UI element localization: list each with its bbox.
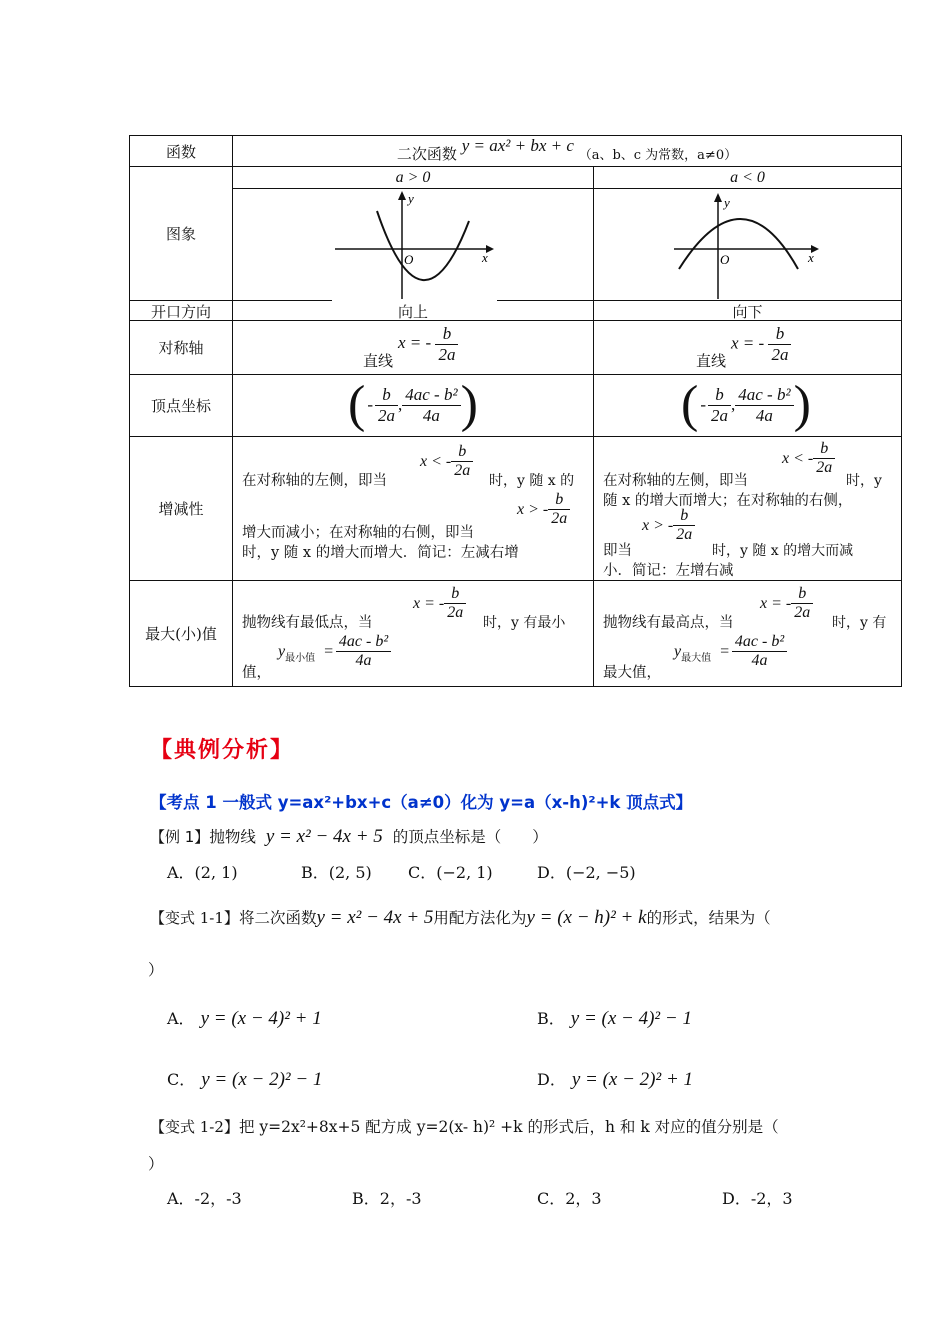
- left-paren: (: [681, 376, 699, 433]
- max-value-expr: [674, 633, 787, 670]
- var12-option-b[interactable]: [352, 1186, 422, 1209]
- parabola-up-graph: [332, 189, 497, 301]
- right-paren: ): [793, 376, 811, 433]
- var12-option-c-text: C．2，3: [537, 1189, 602, 1208]
- cell-label-graph: [130, 167, 233, 301]
- extreme-right-t3: 最大值，: [603, 665, 661, 681]
- lt-text: x < -: [420, 452, 452, 470]
- lt-expr: [420, 443, 473, 480]
- var11-tag: 【变式 1-1】: [150, 909, 239, 927]
- ex1-formula: y = x² − 4x + 5: [265, 826, 383, 847]
- ex1-option-b-text: B．(2, 5): [301, 863, 372, 882]
- min-vnum: 4ac - b²: [336, 633, 391, 652]
- right-paren: ): [460, 376, 478, 433]
- vertex-den2: 4a: [422, 405, 440, 425]
- lt-expr: [782, 440, 835, 477]
- min-x-eq: x = -: [413, 594, 445, 612]
- lt-num: b: [451, 443, 473, 462]
- left-paren: (: [348, 376, 366, 433]
- max-sub: 最大值: [681, 653, 712, 664]
- label-axis: 对称轴: [158, 339, 204, 357]
- var11-option-d-letter: D．: [537, 1070, 566, 1089]
- extreme-right-t1: 抛物线有最高点，当: [603, 615, 734, 631]
- ex1-text1: 抛物线: [209, 828, 256, 846]
- var11-option-a-letter: A．: [167, 1009, 195, 1028]
- extreme-left-t1: 抛物线有最低点，当: [242, 615, 373, 631]
- max-den: 2a: [794, 604, 811, 621]
- min-eq: =: [323, 642, 334, 660]
- opening-down: 向下: [732, 303, 763, 321]
- max-x-expr: [760, 585, 813, 622]
- var11-text1: 将二次函数: [238, 909, 317, 927]
- var11-option-c[interactable]: [167, 1067, 322, 1091]
- cell-label-extreme: [130, 581, 233, 687]
- cell-opening-down: [594, 301, 902, 321]
- variant11-question: [150, 906, 771, 929]
- var11-option-d[interactable]: [537, 1067, 693, 1091]
- mono-right-t4: 即当: [603, 543, 632, 559]
- lt-den: 2a: [454, 462, 471, 479]
- var11-close-paren: ）: [148, 961, 164, 979]
- cell-label-axis: [130, 321, 233, 375]
- parabola-down-graph: [672, 189, 822, 301]
- lt-num: b: [813, 440, 835, 459]
- axis-den: 2a: [771, 345, 789, 364]
- lt-text: x < -: [782, 449, 814, 467]
- section-title: 【典例分析】: [150, 738, 295, 763]
- ex1-text2: 的顶点坐标是（ ）: [392, 828, 548, 846]
- quadratic-properties-table: [129, 135, 902, 687]
- mono-left-t4: 时，y 随 x 的增大而增大．简记：左减右增: [242, 545, 519, 561]
- min-y: y: [278, 642, 286, 660]
- var11-option-b-formula: y = (x − 4)² − 1: [570, 1008, 692, 1029]
- max-vnum: 4ac - b²: [732, 633, 787, 652]
- cell-opening-up: [233, 301, 594, 321]
- vertex-num2: 4ac - b²: [735, 385, 793, 406]
- cell-label-monotonic: [130, 437, 233, 581]
- gt-den: 2a: [676, 526, 693, 543]
- label-vertex: 顶点坐标: [150, 397, 211, 415]
- max-eq: =: [719, 642, 730, 660]
- mono-left-t3: 增大而减小；在对称轴的右侧，即当: [242, 525, 474, 541]
- x-axis-label: x: [808, 250, 814, 265]
- cell-axis-right: [594, 321, 902, 375]
- function-formula: y = ax² + bx + c: [461, 136, 574, 155]
- min-value-expr: [278, 633, 391, 670]
- axis-line-word: 直线: [696, 352, 727, 370]
- origin-label: O: [720, 252, 730, 267]
- var12-option-a-text: A．-2，-3: [167, 1189, 242, 1208]
- label-graph: 图象: [165, 225, 196, 243]
- cell-function-def: [233, 136, 902, 167]
- gt-expr: [517, 491, 570, 528]
- ex1-option-a[interactable]: [167, 860, 238, 883]
- a-positive-label: a > 0: [395, 169, 431, 186]
- cell-vertex-left: ( - $\frac{b}{2a}$ , $\frac{\text{4ac - b²}}{4a}$ ): [233, 375, 594, 437]
- x-axis-label: x: [482, 250, 488, 265]
- point1-title: 【考点 1 一般式 y=ax²+bx+c（a≠0）化为 y=a（x-h)²+k 顶点式】: [150, 793, 693, 812]
- axis-x-eq: x = -: [731, 333, 765, 353]
- vertex-den2: 4a: [755, 405, 773, 425]
- ex1-option-b[interactable]: [301, 860, 372, 883]
- axis-num: b: [768, 324, 791, 345]
- y-axis-label: y: [408, 191, 414, 206]
- axis-num: b: [435, 324, 458, 345]
- gt-num: b: [673, 507, 695, 526]
- vertex-minus: -: [700, 395, 706, 414]
- mono-right-t1: 在对称轴的左侧，即当: [603, 473, 748, 489]
- mono-right-t2: 时，y: [846, 473, 882, 489]
- gt-num: b: [548, 491, 570, 510]
- max-num: b: [791, 585, 813, 604]
- vertex-num2: 4ac - b²: [402, 385, 460, 406]
- ex1-option-c[interactable]: [408, 860, 493, 883]
- min-vden: 4a: [355, 652, 372, 669]
- extreme-left-t2: 时，y 有最小: [483, 615, 566, 631]
- max-y: y: [674, 642, 682, 660]
- var11-option-b-letter: B．: [537, 1009, 565, 1028]
- vertex-num1: b: [708, 385, 731, 406]
- cell-a-negative: [594, 167, 902, 189]
- var11-option-a[interactable]: [167, 1006, 322, 1030]
- vertex-num1: b: [375, 385, 398, 406]
- mono-left-t1: 在对称轴的左侧，即当: [242, 473, 387, 489]
- label-opening: 开口方向: [150, 303, 211, 321]
- vertex-den1: 2a: [711, 405, 728, 425]
- cell-extreme-left: [233, 581, 594, 687]
- cell-graph-up: [233, 189, 594, 301]
- max-vden: 4a: [751, 652, 768, 669]
- ex1-option-d-text: D．(−2, −5): [537, 863, 636, 882]
- var12-close-paren: ）: [148, 1155, 164, 1173]
- cell-a-positive: [233, 167, 594, 189]
- mono-left-t2: 时，y 随 x 的: [489, 473, 575, 489]
- vertex-minus: -: [367, 395, 373, 414]
- axis-x-eq: x = -: [398, 333, 432, 353]
- y-axis-label: y: [724, 195, 730, 210]
- var11-option-d-formula: y = (x − 2)² + 1: [571, 1069, 694, 1090]
- cell-vertex-right: ( - $\frac{b}{2a}$ , $\frac{\text{4ac - b²}}{4a}$ ): [594, 375, 902, 437]
- ex1-option-c-text: C．(−2, 1): [408, 863, 493, 882]
- a-negative-label: a < 0: [730, 169, 765, 186]
- cell-monotonic-right: [594, 437, 902, 581]
- min-x-expr: [413, 585, 466, 622]
- extreme-right-t2: 时，y 有: [832, 615, 887, 631]
- axis-line-word: 直线: [363, 352, 394, 370]
- mono-right-t5: 时，y 随 x 的增大而减: [712, 543, 854, 559]
- function-prefix: 二次函数: [396, 145, 457, 163]
- min-num: b: [444, 585, 466, 604]
- var12-tag: 【变式 1-2】: [150, 1118, 239, 1136]
- var11-option-a-formula: y = (x − 4)² + 1: [200, 1008, 322, 1029]
- var11-text3: 的形式，结果为（: [646, 909, 771, 927]
- mono-right-t3: 随 x 的增大而增大；在对称轴的右侧，: [603, 493, 853, 509]
- cell-axis-left: [233, 321, 594, 375]
- ex1-option-d[interactable]: [537, 860, 636, 883]
- variant12-question: [150, 1115, 779, 1137]
- var11-option-c-formula: y = (x − 2)² − 1: [201, 1069, 323, 1090]
- axis-den: 2a: [438, 345, 456, 364]
- cell-extreme-right: [594, 581, 902, 687]
- label-extreme: 最大(小)值: [145, 625, 217, 643]
- lt-den: 2a: [816, 459, 833, 476]
- cell-label-function: [130, 136, 233, 167]
- vertex-den1: 2a: [378, 405, 395, 425]
- var12-text: 把 y=2x²+8x+5 配方成 y=2(x- h)² +k 的形式后，h 和 k 对应的值分别是（: [238, 1118, 779, 1136]
- var11-formula2: y = (x − h)² + k: [526, 907, 647, 928]
- max-x-eq: x = -: [760, 594, 792, 612]
- label-function: 函数: [165, 142, 196, 161]
- opening-up: 向上: [397, 303, 428, 321]
- gt-text: x > -: [517, 500, 549, 518]
- origin-label: O: [404, 252, 414, 267]
- ex1-tag: 【例 1】: [150, 828, 210, 846]
- example1-question: [150, 825, 548, 848]
- label-monotonic: 增减性: [158, 500, 204, 518]
- min-den: 2a: [447, 604, 464, 621]
- mono-right-t6: 小．简记：左增右减: [603, 563, 734, 579]
- cell-label-opening: [130, 301, 233, 321]
- var11-option-c-letter: C．: [167, 1070, 196, 1089]
- var11-text2: 用配方法化为: [433, 909, 527, 927]
- cell-label-vertex: [130, 375, 233, 437]
- gt-expr: [642, 507, 695, 544]
- var12-option-a[interactable]: [167, 1186, 242, 1209]
- gt-text: x > -: [642, 516, 674, 534]
- min-sub: 最小值: [285, 653, 316, 664]
- var12-option-d[interactable]: [722, 1186, 793, 1209]
- var12-option-b-text: B．2，-3: [352, 1189, 422, 1208]
- ex1-option-a-text: A．(2, 1): [167, 863, 238, 882]
- cell-monotonic-left: [233, 437, 594, 581]
- var12-option-c[interactable]: [537, 1186, 602, 1209]
- var11-formula1: y = x² − 4x + 5: [316, 907, 434, 928]
- cell-graph-down: [594, 189, 902, 301]
- extreme-left-t3: 值，: [242, 665, 271, 681]
- var12-option-d-text: D．-2，3: [722, 1189, 793, 1208]
- gt-den: 2a: [551, 510, 568, 527]
- function-note: （a、b、c 为常数，a≠0）: [578, 148, 738, 163]
- var11-option-b[interactable]: [537, 1006, 692, 1030]
